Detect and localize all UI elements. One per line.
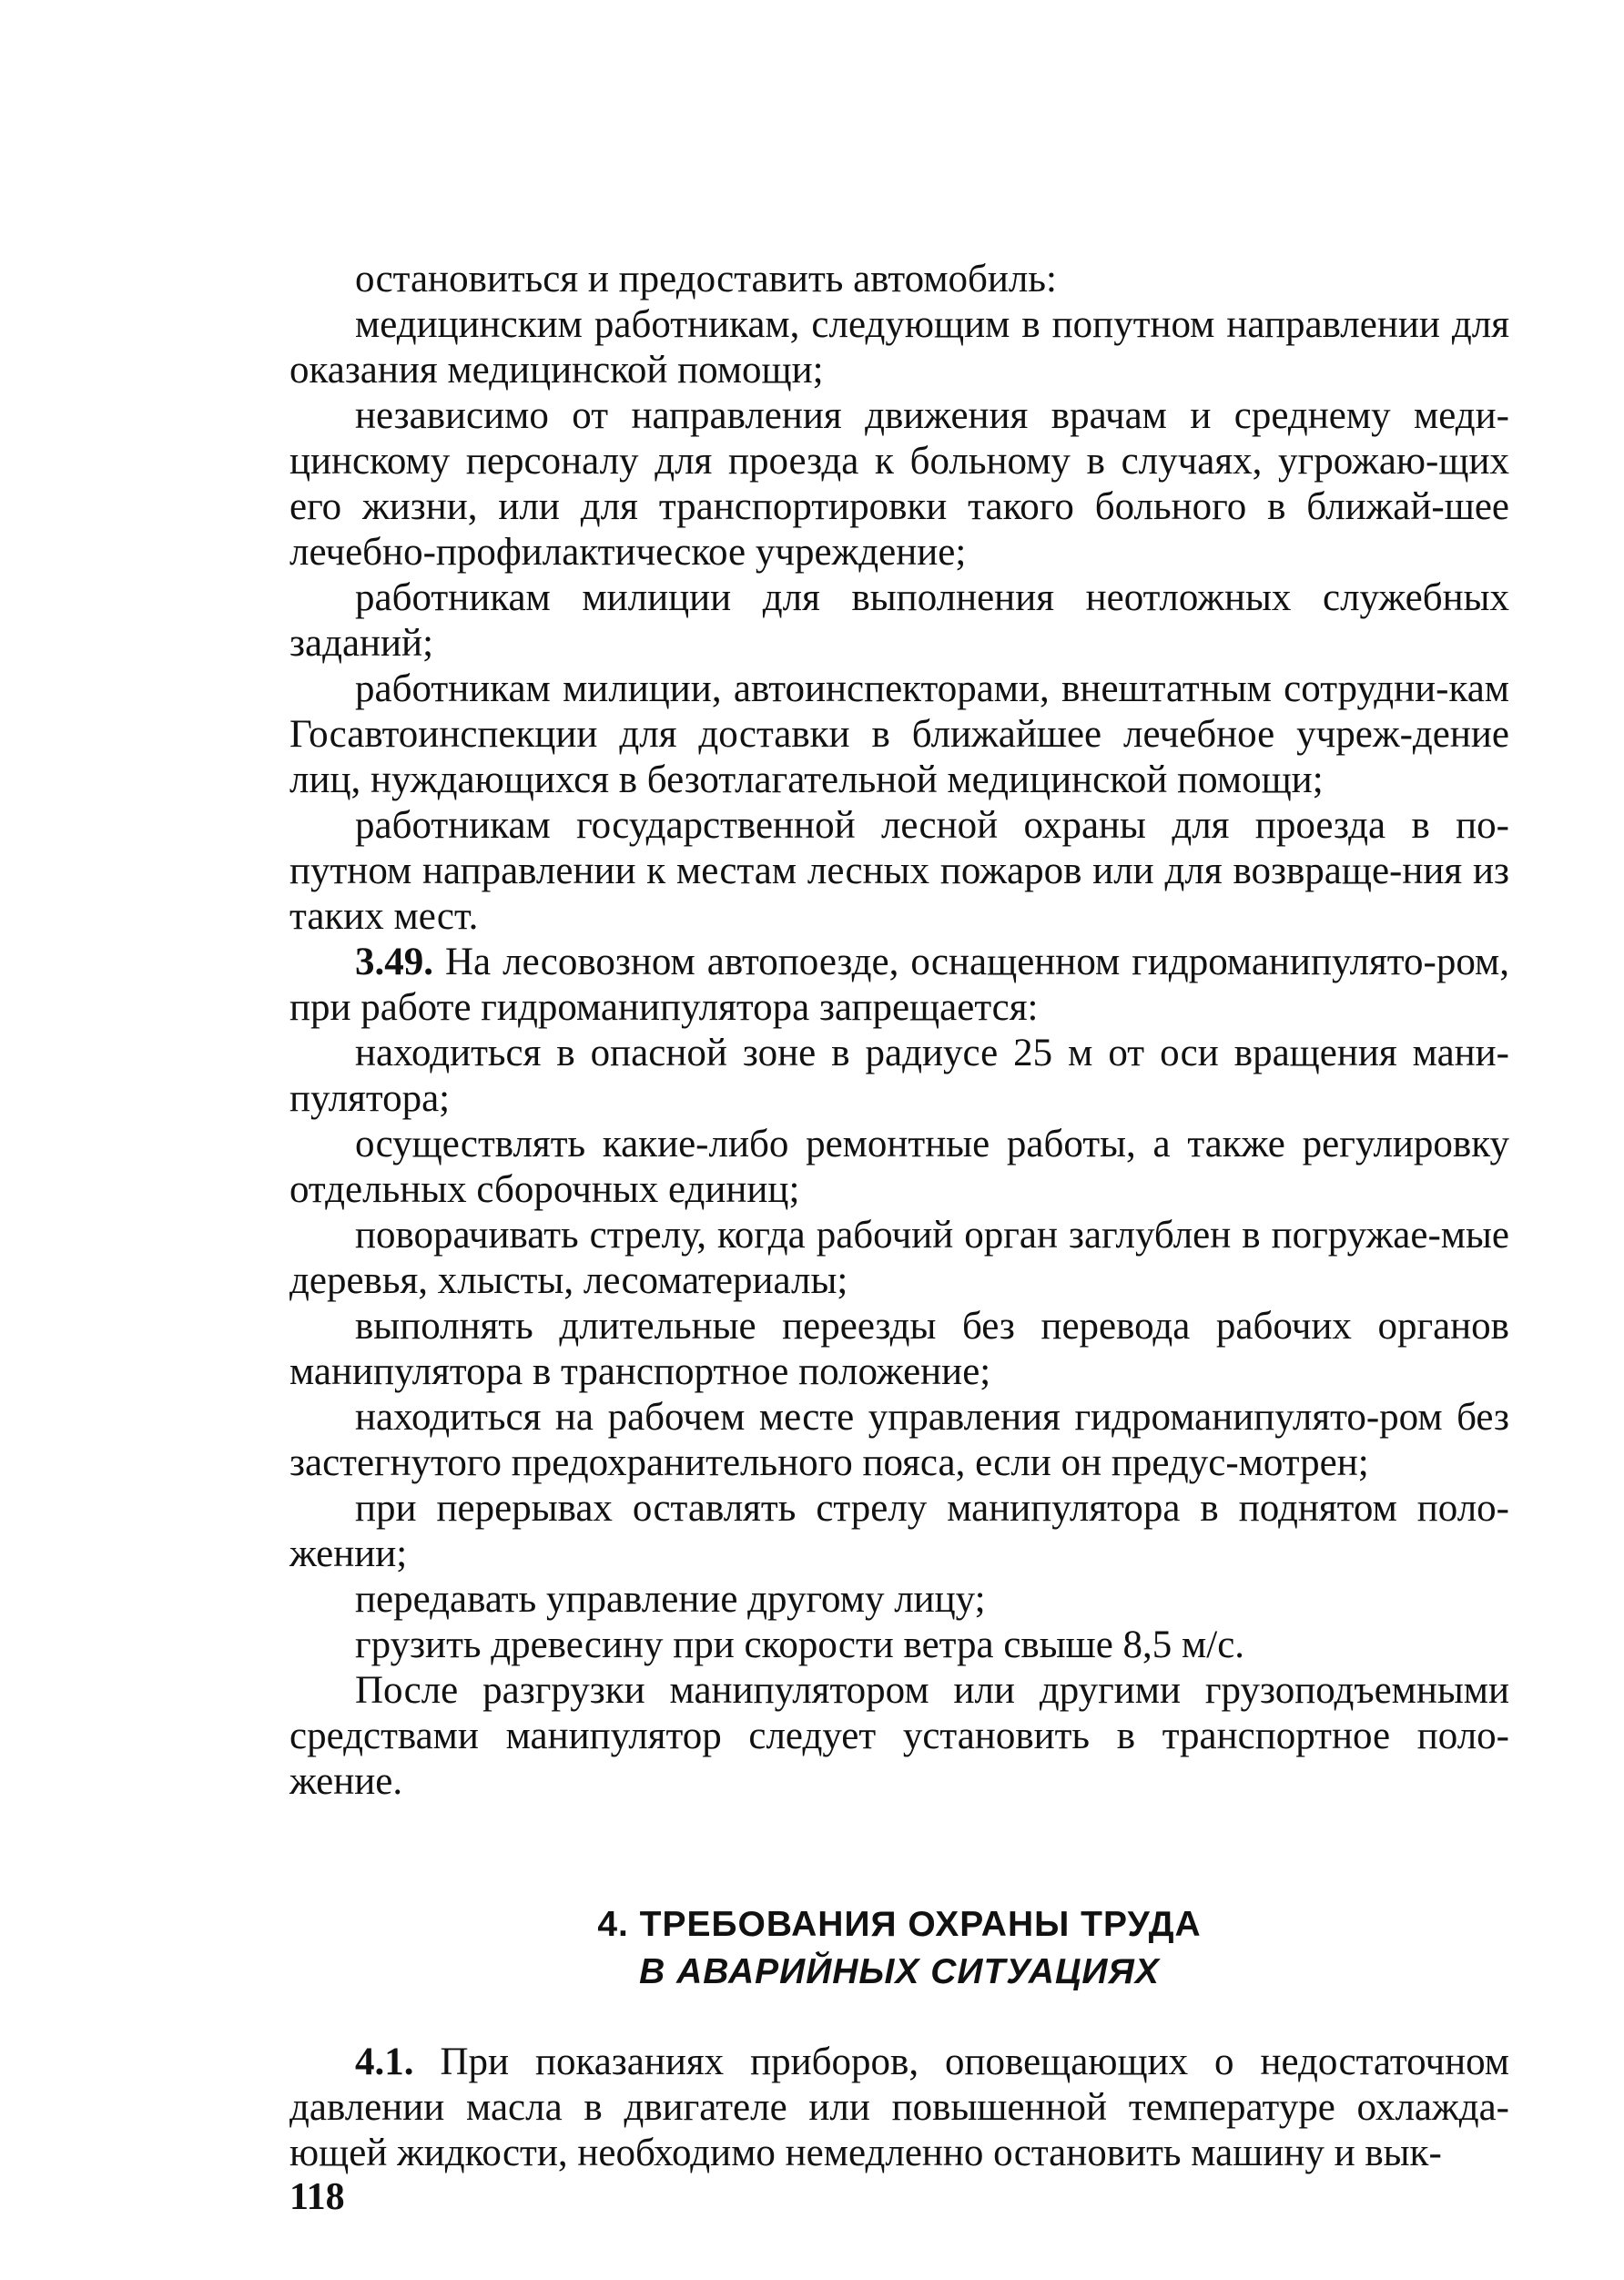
section-4-text bbox=[289, 2040, 1509, 2176]
paragraph: работникам государственной лесной охраны для проезда в по-путном направлении к местам лесных пожаров или для возвраще-ния из таких мест. bbox=[289, 804, 1509, 938]
item-text: На лесовозном автопоезде, оснащенном гидроманипулято-ром, при работе гидроманипулятора запрещается: bbox=[289, 941, 1509, 1029]
section-title-line2: В АВАРИЙНЫХ СИТУАЦИЯХ bbox=[639, 1952, 1160, 1991]
list-item: осуществлять какие-либо ремонтные работы, а также регулировку отдельных сборочных единиц; bbox=[289, 1123, 1509, 1211]
list-item: находиться на рабочем месте управления гидроманипулято-ром без застегнутого предохранительного пояса, если он предус-мотрен; bbox=[289, 1396, 1509, 1484]
paragraph: остановиться и предоставить автомобиль: bbox=[355, 258, 1057, 300]
paragraph: медицинским работникам, следующим в попутном направлении для оказания медицинской помощи; bbox=[289, 303, 1509, 392]
paragraph: работникам милиции для выполнения неотложных служебных заданий; bbox=[289, 576, 1509, 665]
list-item: передавать управление другому лицу; bbox=[355, 1578, 986, 1621]
section-heading bbox=[289, 1901, 1509, 1996]
list-item: грузить древесину при скорости ветра свыше 8,5 м/с. bbox=[355, 1623, 1245, 1666]
item-3-49 bbox=[289, 940, 1509, 1031]
list-item: выполнять длительные переезды без перевода рабочих органов манипулятора в транспортное положение; bbox=[289, 1305, 1509, 1393]
item-number: 4.1. bbox=[355, 2041, 414, 2083]
item-4-1 bbox=[289, 2040, 1509, 2176]
list-item: при перерывах оставлять стрелу манипулятора в поднятом поло-жении; bbox=[289, 1487, 1509, 1575]
paragraph: независимо от направления движения врачам и среднему меди-цинскому персоналу для проезда к больному в случаях, угрожаю-щих его жизни, или для транспортировки такого больного в ближай-шее лечебно-профилактическое учреждение; bbox=[289, 394, 1509, 574]
paragraph: работникам милиции, автоинспекторами, внештатным сотрудни-кам Госавтоинспекции для доставки в ближайшее лечебное учреж-дение лиц, нуждающихся в безотлагательной медицинской помощи; bbox=[289, 667, 1509, 801]
item-number: 3.49. bbox=[355, 941, 433, 983]
body-text bbox=[289, 257, 1509, 1805]
page-number: 118 bbox=[289, 2176, 345, 2218]
list-item: После разгрузки манипулятором или другими грузоподъемными средствами манипулятор следует установить в транспортное поло-жение. bbox=[289, 1669, 1509, 1803]
list-item: поворачивать стрелу, когда рабочий орган заглублен в погружае-мые деревья, хлысты, лесоматериалы; bbox=[289, 1214, 1509, 1302]
section-title-line1: 4. ТРЕБОВАНИЯ ОХРАНЫ ТРУДА bbox=[597, 1905, 1202, 1944]
list-item: находиться в опасной зоне в радиусе 25 м от оси вращения мани-пулятора; bbox=[289, 1032, 1509, 1120]
item-text: При показаниях приборов, оповещающих о недостаточном давлении масла в двигателе или повышенной температуре охлажда-ющей жидкости, необходимо немедленно остановить машину и вык- bbox=[289, 2041, 1509, 2174]
